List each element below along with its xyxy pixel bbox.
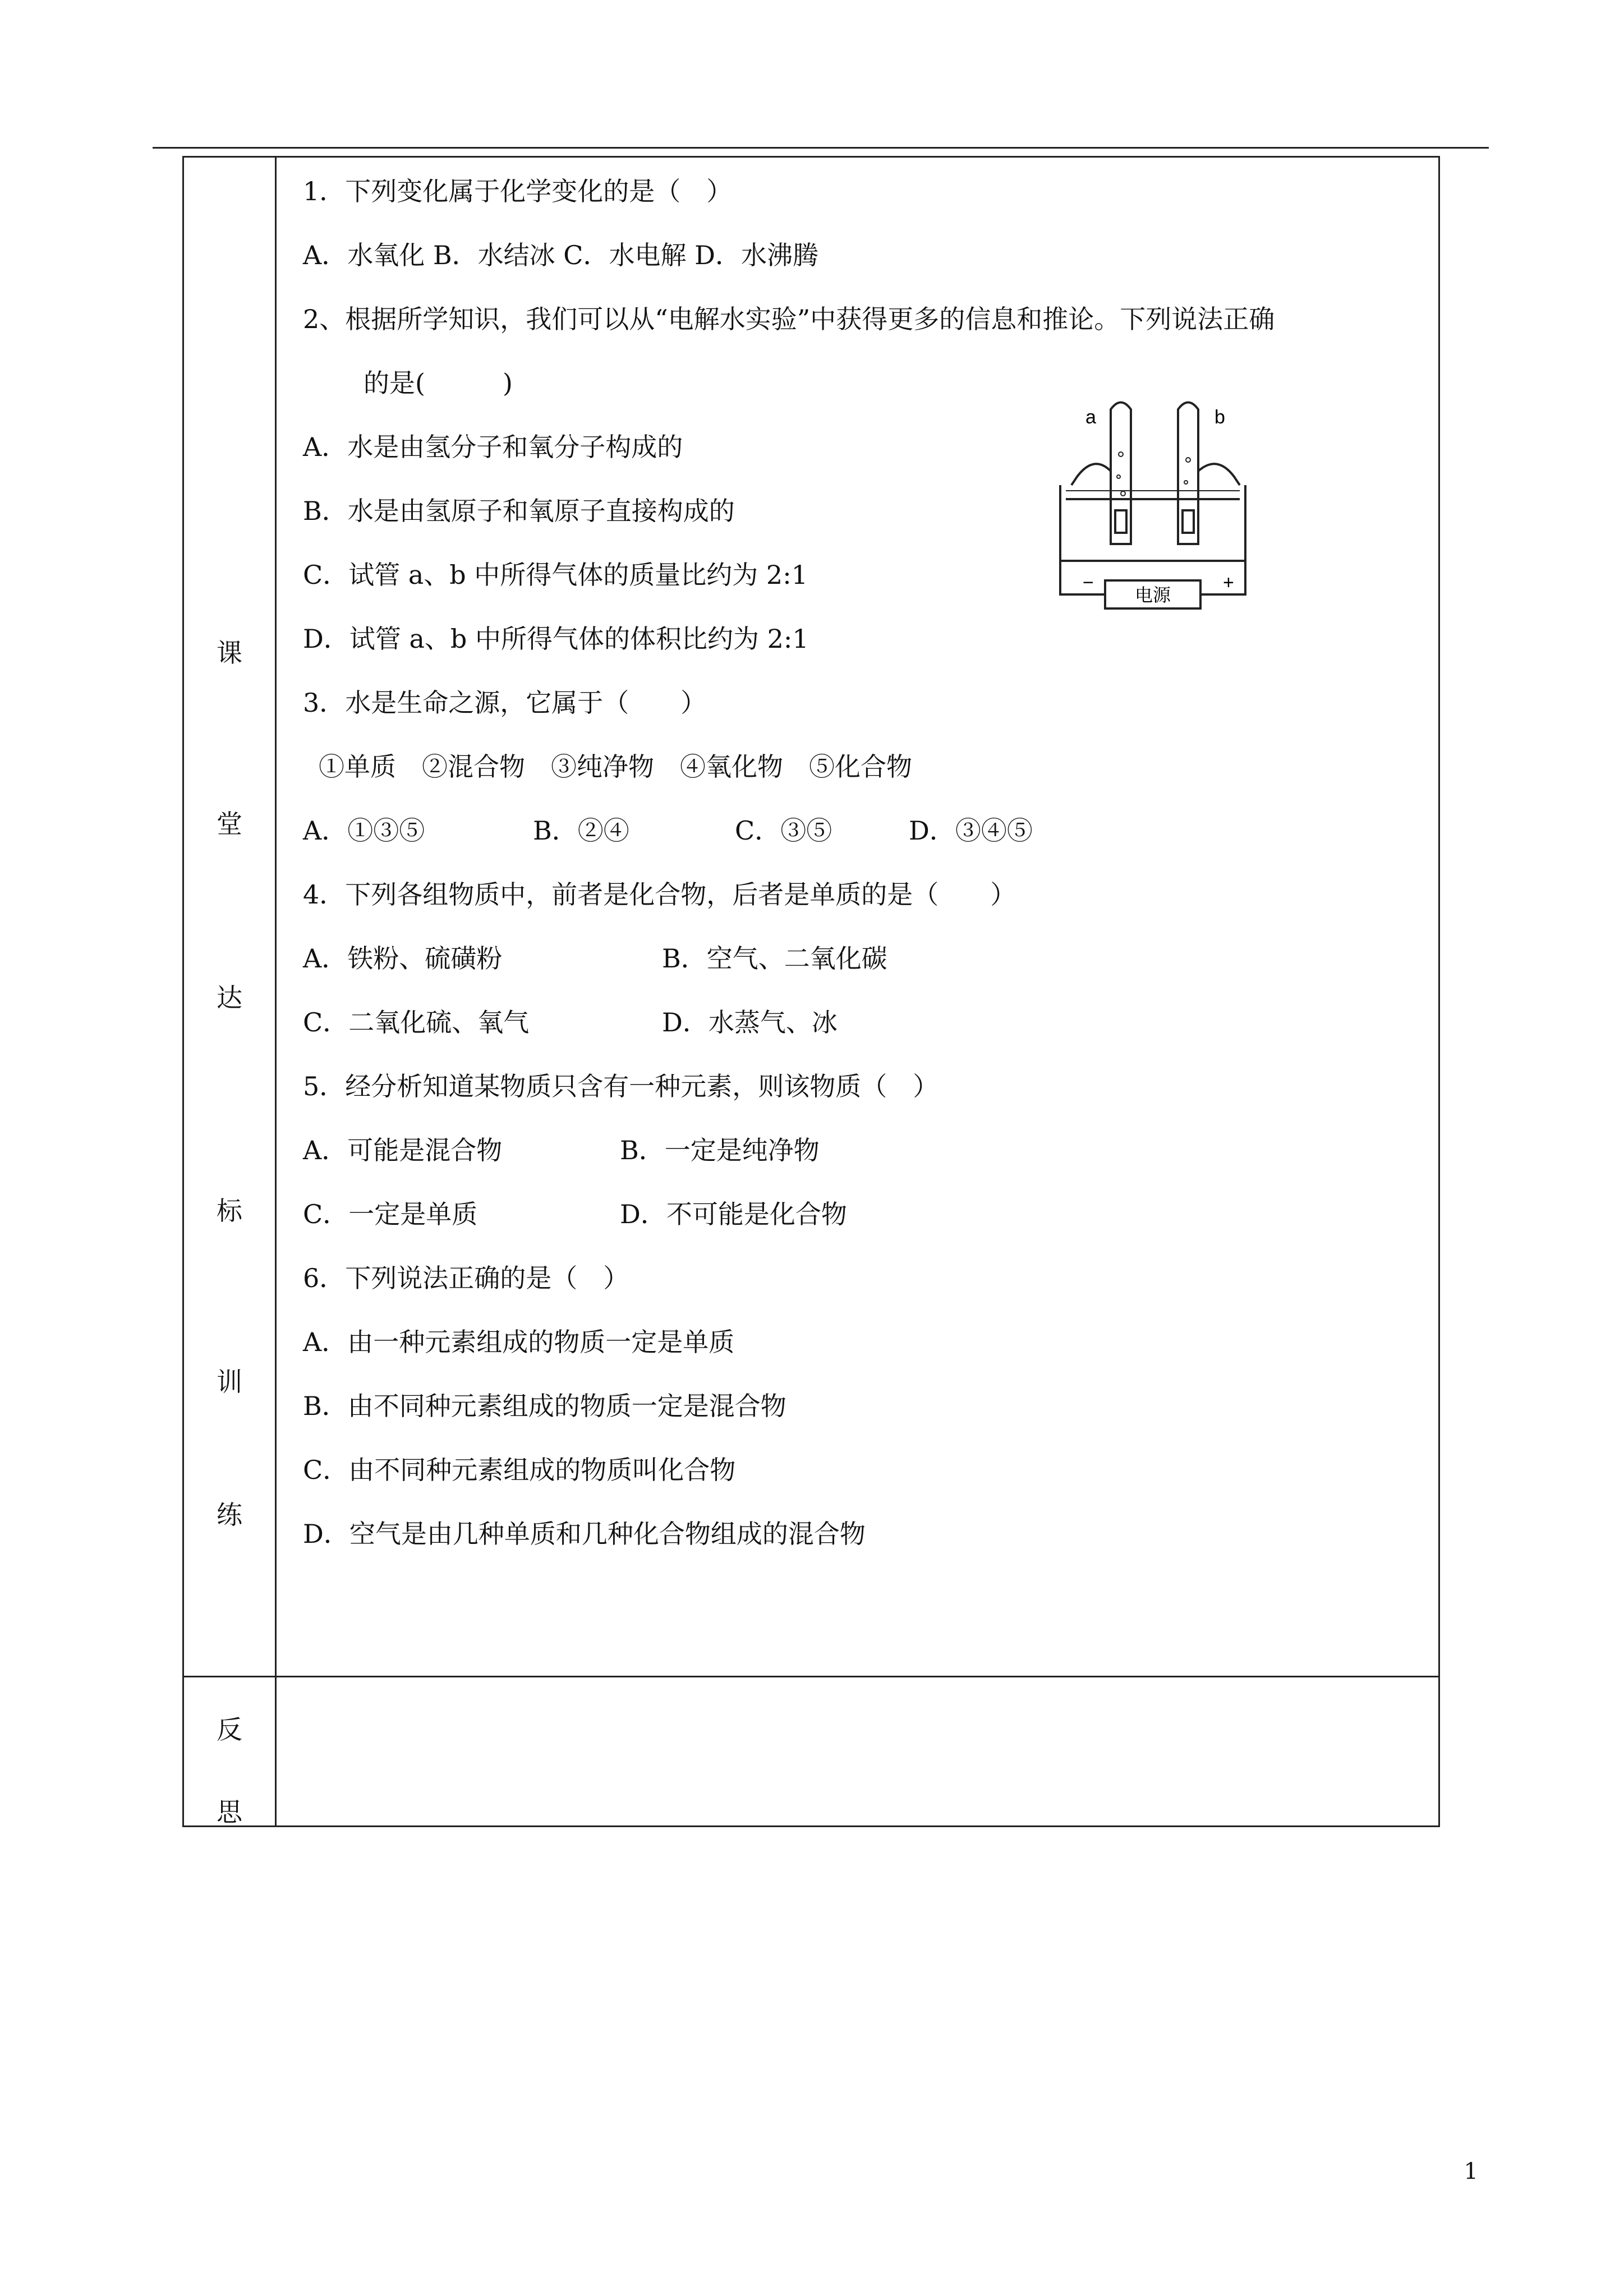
negative-sign: −: [1083, 572, 1094, 593]
electrolysis-apparatus-figure: [1055, 393, 1268, 623]
q3-stem: 3．水是生命之源，它属于（ ）: [303, 688, 707, 718]
q3-option-b: B．②④: [533, 815, 629, 846]
side-label-char: 训: [217, 1367, 242, 1397]
q2-option-b: B．水是由氢原子和氧原子直接构成的: [303, 496, 735, 526]
q4-stem: 4．下列各组物质中，前者是化合物，后者是单质的是（ ）: [303, 879, 1016, 910]
electrode-a: [1115, 510, 1126, 533]
q5-option-a: A．可能是混合物: [303, 1135, 503, 1165]
q6-option-c: C．由不同种元素组成的物质叫化合物: [303, 1455, 736, 1485]
q6-stem: 6．下列说法正确的是（ ）: [303, 1263, 629, 1293]
side-label-char: 课: [217, 638, 242, 668]
q2-option-a: A．水是由氢分子和氧分子构成的: [303, 432, 683, 462]
q3-option-a: A．①③⑤: [303, 815, 425, 846]
q4-option-d: D．水蒸气、冰: [662, 1007, 838, 1038]
q5-option-b: B．一定是纯净物: [620, 1135, 820, 1165]
tube-a: [1111, 403, 1131, 545]
column-divider: [275, 158, 277, 1825]
side-label-char: 标: [217, 1196, 242, 1226]
positive-sign: +: [1223, 572, 1234, 593]
side-label-char: 堂: [217, 809, 242, 839]
electrode-b: [1183, 510, 1194, 533]
water-trough: [1060, 485, 1245, 561]
q2-stem-line2: 的是( ): [364, 368, 513, 398]
reflection-label-char: 反: [217, 1714, 242, 1745]
header-rule: [153, 147, 1489, 149]
q3-choices: ①单质 ②混合物 ③纯净物 ④氧化物 ⑤化合物: [319, 751, 912, 782]
q2-option-d: D．试管 a、b 中所得气体的体积比约为 2:1: [303, 624, 809, 654]
q5-option-d: D．不可能是化合物: [620, 1199, 847, 1229]
side-label-char: 练: [217, 1500, 242, 1530]
q1-stem: 1．下列变化属于化学变化的是（ ）: [303, 176, 733, 206]
power-supply-label: 电源: [1134, 584, 1171, 606]
q3-option-d: D．③④⑤: [909, 815, 1033, 846]
q6-option-d: D．空气是由几种单质和几种化合物组成的混合物: [303, 1519, 866, 1549]
side-label-char: 达: [217, 983, 242, 1013]
reflection-label-char: 思: [217, 1797, 242, 1827]
q5-stem: 5．经分析知道某物质只含有一种元素，则该物质（ ）: [303, 1071, 939, 1101]
q5-option-c: C．一定是单质: [303, 1199, 478, 1229]
q6-option-a: A．由一种元素组成的物质一定是单质: [303, 1327, 735, 1357]
q1-options: A．水氧化 B．水结冰 C．水电解 D．水沸腾: [303, 240, 818, 270]
tube-b: [1178, 403, 1198, 545]
tube-a-label: a: [1085, 407, 1096, 428]
page-number: 1: [1464, 2159, 1478, 2184]
q3-option-c: C．③⑤: [735, 815, 832, 846]
q4-option-c: C．二氧化硫、氧气: [303, 1007, 530, 1038]
q4-option-a: A．铁粉、硫磺粉: [303, 943, 503, 974]
tube-b-label: b: [1214, 407, 1225, 428]
q2-option-c: C．试管 a、b 中所得气体的质量比约为 2:1: [303, 560, 808, 590]
row-divider: [184, 1676, 1438, 1677]
q4-option-b: B．空气、二氧化碳: [662, 943, 887, 974]
q6-option-b: B．由不同种元素组成的物质一定是混合物: [303, 1391, 786, 1421]
q2-stem-line1: 2、根据所学知识，我们可以从“电解水实验”中获得更多的信息和推论。下列说法正确: [303, 304, 1275, 334]
